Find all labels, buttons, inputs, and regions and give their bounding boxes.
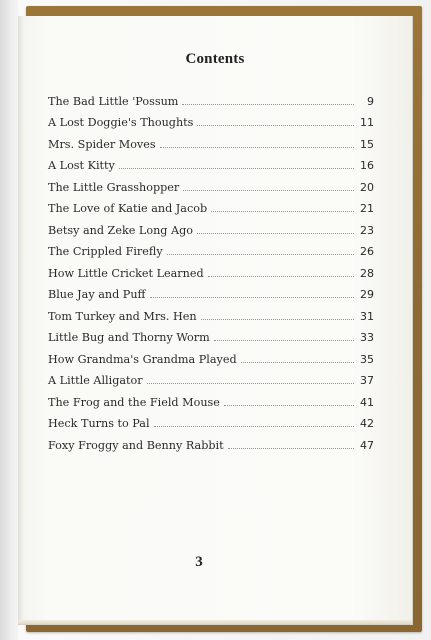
dot-leader <box>154 426 354 427</box>
toc-entry-page: 20 <box>360 180 374 194</box>
toc-entry <box>48 215 374 237</box>
toc-entry <box>48 108 374 130</box>
toc-entry-title: Mrs. Spider Moves <box>48 137 156 151</box>
toc-entry-title: Heck Turns to Pal <box>48 417 150 430</box>
dot-leader <box>211 211 354 212</box>
page-number: 3 <box>195 554 203 570</box>
toc-entry-page: 37 <box>360 374 374 387</box>
dot-leader <box>183 190 354 191</box>
toc-entry-page: 29 <box>360 288 374 301</box>
dot-leader <box>201 319 354 320</box>
toc-entry-page: 42 <box>360 417 374 430</box>
toc-entry-title: A Lost Doggie's Thoughts <box>48 116 194 129</box>
dot-leader <box>182 104 354 105</box>
toc-entry-page: 11 <box>360 116 374 129</box>
toc-entry <box>48 258 374 280</box>
dot-leader <box>241 362 354 363</box>
toc-entry <box>48 344 374 366</box>
dot-leader <box>150 297 355 298</box>
toc-entry-title: The Bad Little 'Possum <box>48 94 179 108</box>
toc-entry <box>48 280 374 302</box>
toc-entry <box>48 301 374 323</box>
toc-entry-title: The Love of Katie and Jacob <box>48 202 208 215</box>
toc-entry <box>48 194 374 216</box>
toc-entry-title: The Frog and the Field Mouse <box>48 395 220 409</box>
toc-entry <box>48 86 374 108</box>
toc-entry-page: 35 <box>360 352 374 366</box>
toc-entry-page: 33 <box>360 331 374 344</box>
background-shadow <box>0 0 18 640</box>
toc-entry-page: 26 <box>360 245 374 258</box>
page-gutter-edge <box>18 16 24 624</box>
toc-entry <box>48 129 374 151</box>
toc-entry-page: 9 <box>367 94 374 108</box>
dot-leader <box>228 448 354 449</box>
dot-leader <box>197 125 354 126</box>
toc-entry-title: How Little Cricket Learned <box>48 266 204 280</box>
toc-entry <box>48 409 374 431</box>
dot-leader <box>147 383 354 384</box>
toc-entry-title: Blue Jay and Puff <box>48 288 146 301</box>
toc-entry <box>48 387 374 409</box>
toc-entry <box>48 323 374 345</box>
dot-leader <box>208 276 354 277</box>
toc-entry-page: 16 <box>360 159 374 172</box>
page-bottom-edge <box>18 620 412 624</box>
toc-entry <box>48 151 374 173</box>
dot-leader <box>160 147 354 148</box>
toc-entry-page: 31 <box>360 309 374 323</box>
contents-heading: Contents <box>185 51 245 67</box>
toc-entry-page: 47 <box>360 438 374 452</box>
book-page <box>18 16 413 625</box>
toc-entry-title: Foxy Froggy and Benny Rabbit <box>48 438 224 452</box>
toc-entry-title: A Lost Kitty <box>48 159 115 172</box>
toc-entry <box>48 172 374 194</box>
dot-leader <box>119 168 354 169</box>
toc-entry <box>48 430 374 452</box>
dot-leader <box>214 340 354 341</box>
toc-entry <box>48 237 374 259</box>
table-of-contents <box>48 86 374 452</box>
toc-entry-title: A Little Alligator <box>48 374 143 387</box>
toc-entry-page: 23 <box>360 223 374 237</box>
toc-entry <box>48 366 374 388</box>
toc-entry-title: The Little Grasshopper <box>48 180 180 194</box>
toc-entry-page: 28 <box>360 266 374 280</box>
dot-leader <box>167 254 354 255</box>
toc-entry-title: Little Bug and Thorny Worm <box>48 331 210 344</box>
toc-entry-page: 41 <box>360 395 374 409</box>
toc-entry-title: How Grandma's Grandma Played <box>48 352 237 366</box>
toc-entry-page: 15 <box>360 137 374 151</box>
toc-entry-title: Tom Turkey and Mrs. Hen <box>48 309 197 323</box>
dot-leader <box>197 233 354 234</box>
toc-entry-title: The Crippled Firefly <box>48 245 163 258</box>
toc-entry-title: Betsy and Zeke Long Ago <box>48 223 193 237</box>
dot-leader <box>224 405 354 406</box>
toc-entry-page: 21 <box>360 202 374 215</box>
